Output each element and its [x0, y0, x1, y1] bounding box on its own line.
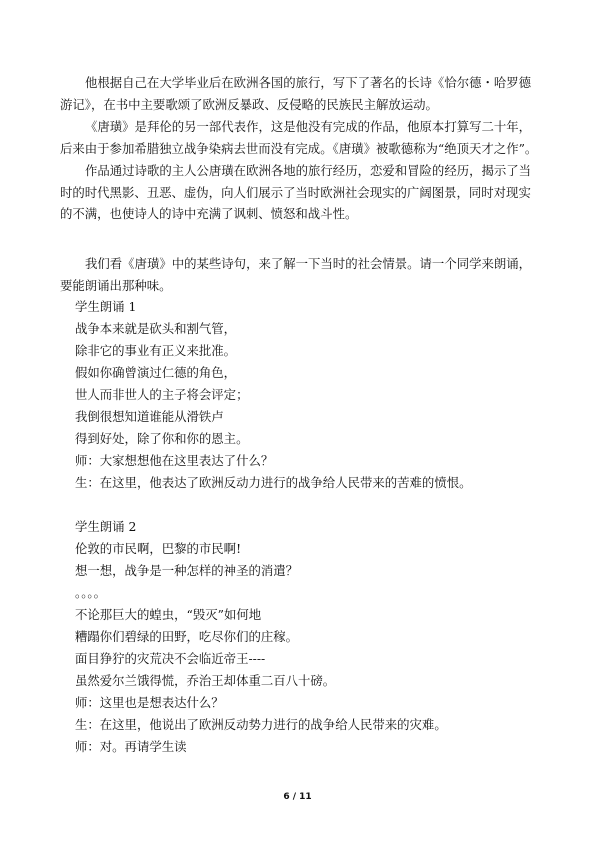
poem-line: 糟蹋你们碧绿的田野，吃尽你们的庄稼。: [75, 629, 299, 644]
poem-line: 我倒很想知道谁能从滑铁卢: [75, 409, 224, 424]
teacher-remark: 师：对。再请学生读: [75, 739, 187, 754]
poem-line: 伦敦的市民啊，巴黎的市民啊!: [75, 541, 242, 556]
recital-2-heading: 学生朗诵 2: [75, 519, 137, 534]
poem-line: 想一想，战争是一种怎样的神圣的消遣？: [75, 563, 299, 578]
poem-line: 假如你确曾演过仁德的角色，: [75, 365, 237, 380]
student-answer: 生：在这里，他表达了欧洲反动力进行的战争给人民带来的苦难的愤恨。: [75, 475, 472, 490]
poem-line: 面目狰狞的灾荒决不会临近帝王----: [75, 651, 266, 666]
poem-line: 。。。。: [75, 585, 106, 600]
teacher-question: 师：这里也是想表达什么？: [75, 695, 224, 710]
paragraph-don-juan-intro: 《唐璜》是拜伦的另一部代表作，这是他没有完成的作品，他原本打算写二十年，后来由于参加希腊独立战争染病去世而没有完成。《唐璜》被歌德称为“绝顶天才之作”。: [60, 119, 538, 156]
poem-line: 世人而非世人的主子将会评定；: [75, 387, 249, 402]
page-number: 6 / 11: [283, 792, 312, 802]
poem-line: 不论那巨大的蝗虫，“毁灭”如何地: [75, 607, 262, 622]
recital-1-heading: 学生朗诵 1: [75, 299, 137, 314]
paragraph-don-juan-content: 作品通过诗歌的主人公唐璜在欧洲各地的旅行经历，恋爱和冒险的经历，揭示了当时的时代黑影、丑恶、虚伪，向人们展示了当时欧洲社会现实的广阔图景，同时对现实的不满，也使诗人的诗中充满了讽刺、愤怒和战斗性。: [60, 163, 532, 221]
paragraph-childe-harold: 他根据自己在大学毕业后在欧洲各国的旅行，写下了著名的长诗《恰尔德・哈罗德游记》，在书中主要歌颂了欧洲反暴政、反侵略的民族民主解放运动。: [60, 75, 532, 112]
poem-line: 除非它的事业有正义来批准。: [75, 343, 237, 358]
poem-line: 虽然爱尔兰饿得慌，乔治王却体重二百八十磅。: [75, 673, 336, 688]
poem-line: 战争本来就是砍头和割气管，: [75, 321, 237, 336]
teacher-question: 师：大家想想他在这里表达了什么？: [75, 453, 274, 468]
poem-line: 得到好处，除了你和你的恩主。: [75, 431, 249, 446]
student-answer: 生：在这里，他说出了欧洲反动势力进行的战争给人民带来的灾难。: [75, 717, 447, 732]
paragraph-recital-request: 我们看《唐璜》中的某些诗句，来了解一下当时的社会情景。请一个同学来朗诵，要能朗诵出那种味。: [60, 256, 532, 293]
